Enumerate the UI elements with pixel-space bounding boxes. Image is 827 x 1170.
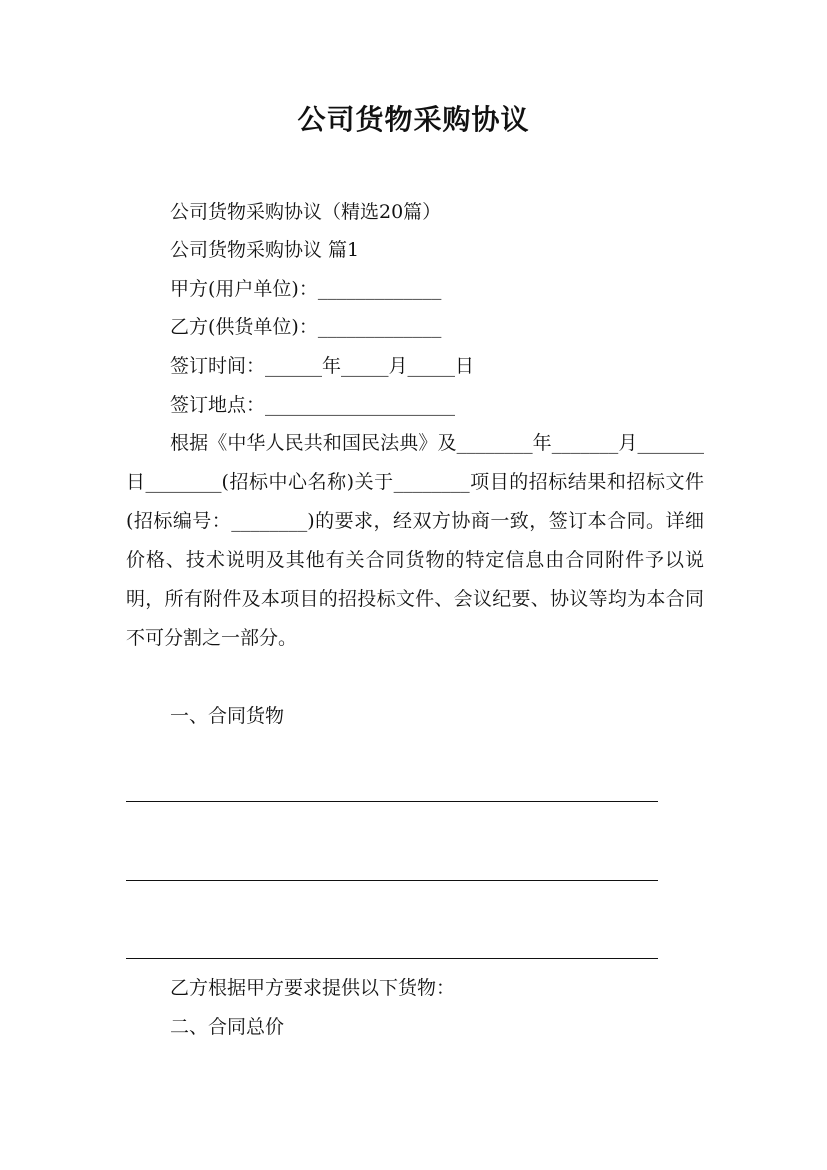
party-a-field: 甲方(用户单位)：_____________ bbox=[170, 278, 442, 300]
sign-place-field: 签订地点：____________________ bbox=[170, 394, 456, 416]
fill-line-2 bbox=[126, 880, 658, 881]
document-title: 公司货物采购协议 bbox=[297, 103, 530, 136]
supply-line: 乙方根据甲方要求提供以下货物： bbox=[170, 977, 456, 999]
section-heading: 公司货物采购协议 篇1 bbox=[170, 239, 360, 261]
fill-line-1 bbox=[126, 801, 658, 802]
clause-2-heading: 二、合同总价 bbox=[170, 1016, 285, 1038]
intro-paragraph: 根据《中华人民共和国民法典》及________年_______月_______日________(招标中心名称)关于________项目的招标结果和招标文件(招标编号：________)的要求，经双方协商一致，签订本合同。详细价格、技术说明及其他有关合同货物的特定信息由合同附件予以说明，所有附件及本项目的招投标文件、会议纪要、协议等均为本合同不可分割之一部分。 bbox=[126, 432, 704, 649]
document-subtitle: 公司货物采购协议（精选20篇） bbox=[170, 201, 442, 223]
clause-1-heading: 一、合同货物 bbox=[170, 705, 285, 727]
fill-line-3 bbox=[126, 958, 658, 959]
sign-time-field: 签订时间：______年_____月_____日 bbox=[170, 355, 475, 377]
party-b-field: 乙方(供货单位)：_____________ bbox=[170, 316, 442, 338]
